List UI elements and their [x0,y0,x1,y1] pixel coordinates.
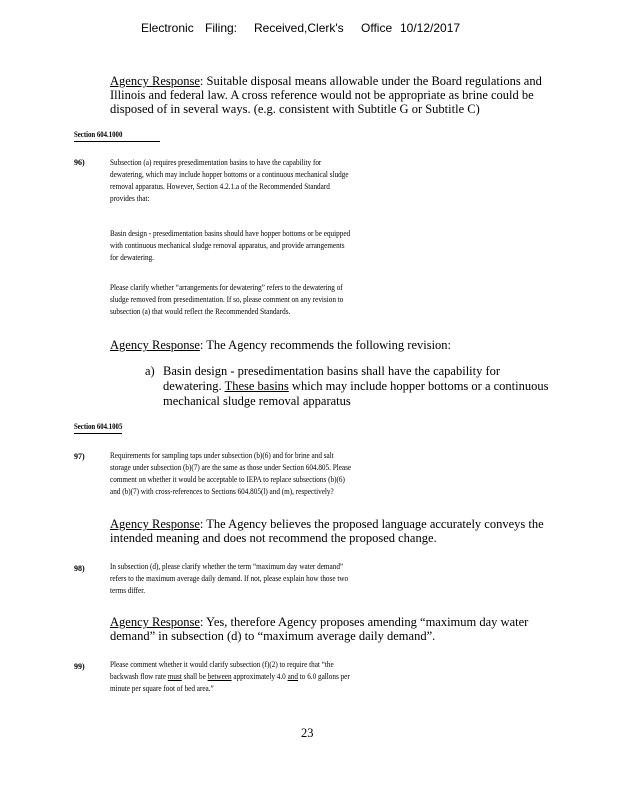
deleted-text: must [167,672,182,681]
text-line [163,379,548,394]
response-line: Illinois and federal law. A cross reference would not be appropriate as brine could be [110,88,534,102]
header-date: 10/12/2017 [400,21,461,35]
text-span: shall be [181,672,208,681]
text-line: sludge removed from presedimentation. If so, please comment on any revision to [110,295,344,304]
section-heading: Section 604.1000 [74,130,123,139]
question-96-quote [110,228,350,264]
text-line [110,671,350,683]
header-electronic: Electronic [141,21,194,35]
response-line: disposed of in several ways. (e.g. consistent with Subtitle G or Subtitle C) [110,102,480,116]
text-span: which may include hopper bottoms or a continuous [288,379,549,393]
text-line: minute per square foot of bed area.” [110,684,214,693]
question-number: 97) [74,452,85,461]
text-line: Basin design - presedimentation basins shall have the capability for [163,364,501,378]
text-line: provides that: [110,194,150,203]
text-line: In subsection (d), please clarify whether the term “maximum day water demand” [110,562,344,571]
text-line: storage under subsection (b)(7) are the same as those under Section 604.805. Please [110,463,352,472]
response-line: intended meaning and does not recommend the proposed change. [110,531,437,545]
text-line: dewatering, which may include hopper bottoms or a continuous mechanical sludge [110,170,349,179]
response-label: Agency Response [110,338,200,352]
text-line: Basin design - presedimentation basins should have hopper bottoms or be equipped [110,229,351,238]
agency-response-2 [110,338,451,353]
text-span: backwash flow rate [110,672,168,681]
question-number: 98) [74,564,85,573]
deleted-text: between [207,672,232,681]
text-span: approximately 4.0 [231,672,288,681]
question-number: 96) [74,158,85,167]
proposed-revision [163,364,548,409]
question-96-paragraph-1 [110,157,349,205]
inserted-text: These basins [224,379,289,393]
section-divider [74,141,160,142]
text-line: mechanical sludge removal apparatus [163,394,351,408]
text-line: Please comment whether it would clarify subsection (f)(2) to require that “the [110,660,334,669]
response-text: : Yes, therefore Agency proposes amending “maximum day water [199,615,529,629]
text-line: terms differ. [110,586,146,595]
page-number: 23 [301,726,314,740]
response-text: : Suitable disposal means allowable under the Board regulations and [199,74,542,88]
deleted-text: and [287,672,298,681]
text-line: subsection (a) that would reflect the Recommended Standards. [110,307,291,316]
section-divider [74,433,122,434]
text-line: Subsection (a) requires presedimentation basins to have the capability for [110,158,322,167]
response-line: demand” in subsection (d) to “maximum average daily demand”. [110,629,436,643]
question-99-text [110,659,350,695]
header-office: Office [361,21,393,35]
list-marker: a) [145,364,155,378]
response-text: : The Agency believes the proposed language accurately conveys the [199,517,544,531]
question-97-text [110,450,351,498]
text-line: with continuous mechanical sludge removal apparatus, and provide arrangements [110,241,345,250]
text-span: to 6.0 gallons per [297,672,350,681]
text-line: removal apparatus. However, Section 4.2.1.a of the Recommended Standard [110,182,330,191]
response-label: Agency Response [110,517,200,531]
response-label: Agency Response [110,615,200,629]
text-line: and (b)(7) with cross-references to Sections 604.805(l) and (m), respectively? [110,487,334,496]
agency-response-1 [110,74,542,89]
question-number: 99) [74,662,85,671]
section-heading: Section 604.1005 [74,422,123,431]
question-98-text [110,561,348,597]
agency-response-4 [110,615,528,630]
text-line: comment on whether it would be acceptable to IEPA to replace subsections (b)(6) [110,475,345,484]
text-line: for dewatering. [110,253,154,262]
text-line: Requirements for sampling taps under subsection (b)(6) and for brine and salt [110,451,334,460]
text-span: dewatering. [163,379,222,393]
question-96-paragraph-3 [110,282,343,318]
header-filing: Filing: [205,21,238,35]
header-received: Received,Clerk's [254,21,344,35]
text-line: Please clarify whether “arrangements for dewatering” refers to the dewatering of [110,283,343,292]
response-text: : The Agency recommends the following revision: [199,338,452,352]
text-line: refers to the maximum average daily demand. If not, please explain how those two [110,574,349,583]
agency-response-3 [110,517,544,532]
response-label: Agency Response [110,74,200,88]
